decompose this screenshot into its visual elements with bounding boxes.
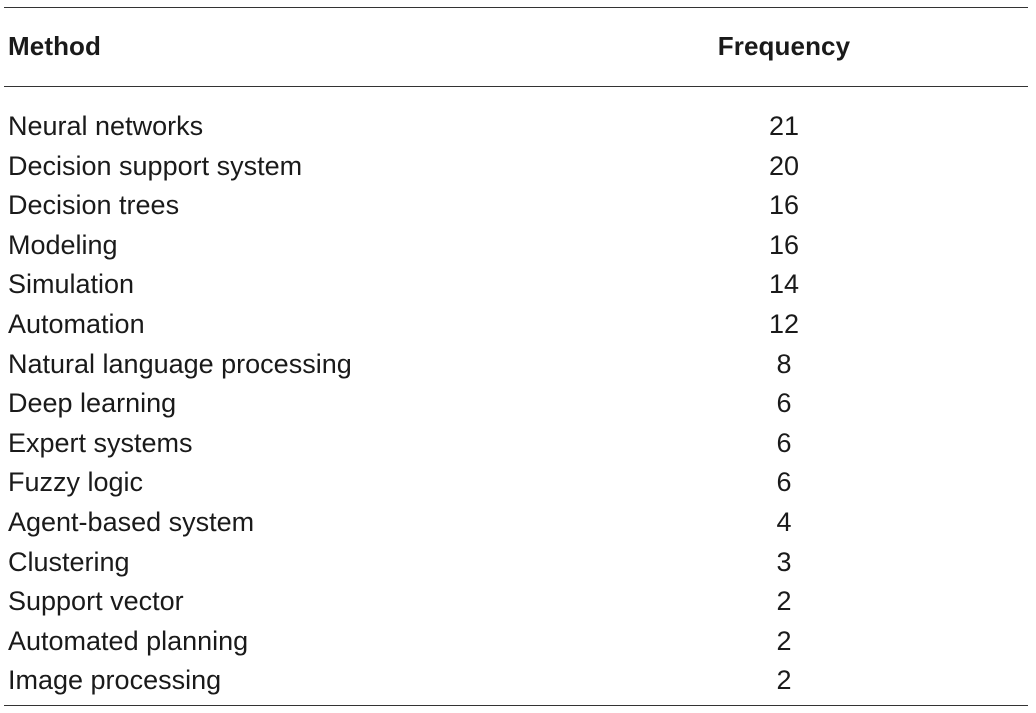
table-row [4,226,1028,266]
method-cell: Neural networks [8,111,204,141]
table-row [4,147,1028,187]
table-body [4,107,1028,701]
frequency-cell: 14 [768,269,800,300]
table-row [4,345,1028,385]
table-row [4,622,1028,662]
table-bottom-rule [4,705,1028,706]
method-cell: Fuzzy logic [8,467,144,498]
method-cell: Modeling [8,229,118,260]
method-cell: Automation [8,308,145,339]
table-row [4,305,1028,345]
method-cell: Simulation [8,269,135,300]
table-row [4,543,1028,583]
table-header-rule [4,86,1028,87]
method-cell: Automated planning [8,625,249,656]
table-row [4,582,1028,622]
method-cell: Image processing [8,665,222,696]
table-row [4,424,1028,464]
frequency-cell: 16 [768,229,800,260]
frequency-cell: 21 [768,111,800,141]
method-cell: Natural language processing [8,348,352,379]
frequency-cell: 12 [768,308,800,339]
table-header-row [4,7,1028,86]
method-cell: Clustering [8,546,130,577]
frequency-cell: 2 [776,586,792,617]
frequency-cell: 2 [776,665,792,696]
table-row [4,503,1028,543]
method-cell: Deep learning [8,388,177,419]
method-cell: Decision trees [8,190,180,221]
frequency-cell: 20 [768,150,800,181]
frequency-cell: 16 [768,190,800,221]
header-frequency: Frequency [717,31,851,61]
header-method: Method [8,31,102,61]
table-row [4,661,1028,701]
frequency-cell: 6 [776,427,792,458]
frequency-cell: 8 [776,348,792,379]
method-cell: Expert systems [8,427,193,458]
table-row [4,265,1028,305]
table-row [4,186,1028,226]
frequency-cell: 6 [776,467,792,498]
method-frequency-table [4,0,1032,713]
frequency-cell: 6 [776,388,792,419]
method-cell: Agent-based system [8,506,255,537]
table-row [4,463,1028,503]
method-cell: Support vector [8,586,184,617]
table-row [4,107,1028,147]
frequency-cell: 3 [776,546,792,577]
table-row [4,384,1028,424]
method-cell: Decision support system [8,150,303,181]
frequency-cell: 4 [776,506,792,537]
frequency-cell: 2 [776,625,792,656]
